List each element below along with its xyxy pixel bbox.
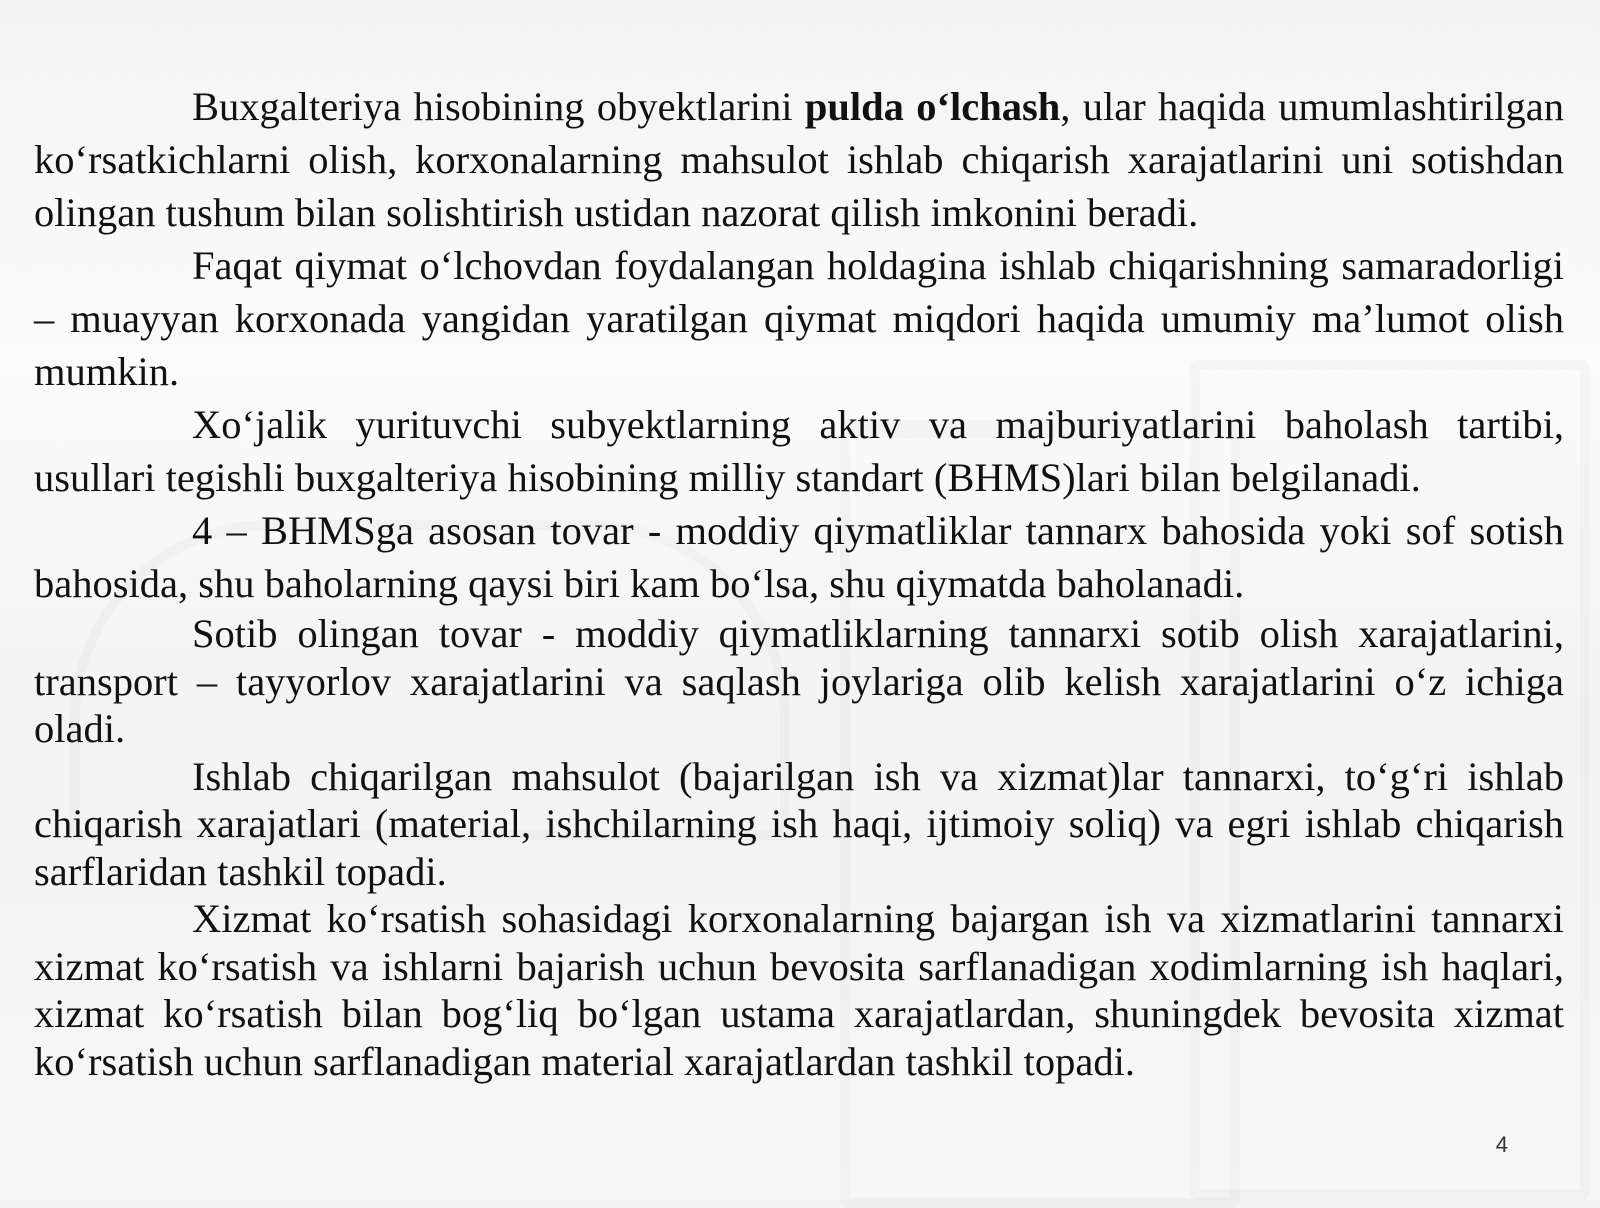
paragraph-5: Sotib olingan tovar - moddiy qiymatliklarning tannarxi sotib olish xarajatlarini, transport – tayyorlov xarajatlarini va saqlash joylariga olib kelish xarajatlarini o‘z ichiga oladi. (34, 611, 1564, 751)
paragraph-6: Ishlab chiqarilgan mahsulot (bajarilgan ish va xizmat)lar tannarxi, to‘g‘ri ishlab chiqarish xarajatlari (material, ishchilarning ish haqi, ijtimoiy soliq) va egri ishlab chiqarish sarflaridan tashkil topadi. (34, 753, 1564, 894)
paragraph-4: 4 – BHMSga asosan tovar - moddiy qiymatliklar tannarx bahosida yoki sof sotish bahosida, shu baholarning qaysi biri kam bo‘lsa, shu qiymatda baholanadi. (34, 508, 1564, 606)
paragraph-7: Xizmat ko‘rsatish sohasidagi korxonalarning bajargan ish va xizmatlarini tannarxi xizmat ko‘rsatish va ishlarni bajarish uchun bevosita sarflanadigan xodimlarning ish haqlari, xizmat ko‘rsatish bilan bog‘liq bo‘lgan ustama xarajatlardan, shuningdek bevosita xizmat ko‘rsatish uchun sarflanadigan material xarajatlardan tashkil topadi. (34, 896, 1564, 1084)
page-number: 4 (1495, 1132, 1508, 1157)
paragraph-2: Faqat qiymat o‘lchovdan foydalangan holdagina ishlab chiqarishning samaradorligi – muayyan korxonada yangidan yaratilgan qiymat miqdori haqida umumiy ma’lumot olish mumkin. (34, 243, 1564, 394)
paragraph-1 (34, 80, 1564, 239)
slide-body-text (34, 80, 1564, 1085)
paragraph-3: Xo‘jalik yurituvchi subyektlarning aktiv va majburiyatlarini baholash tartibi, usullari tegishli buxgalteriya hisobining milliy standart (BHMS)lari bilan belgilanadi. (34, 402, 1564, 500)
paragraph-1-bold-term: pulda o‘lchash (804, 84, 1061, 129)
paragraph-1-lead: Buxgalteriya hisobining obyektlarini (192, 84, 805, 129)
paragraph-1-rest: , ular haqida umumlashtirilgan ko‘rsatkichlarni olish, korxonalarning mahsulot ishlab chiqarish xarajatlarini uni sotishdan olingan tushum bilan solishtirish ustidan nazorat qilish imkonini beradi. (34, 84, 1564, 235)
